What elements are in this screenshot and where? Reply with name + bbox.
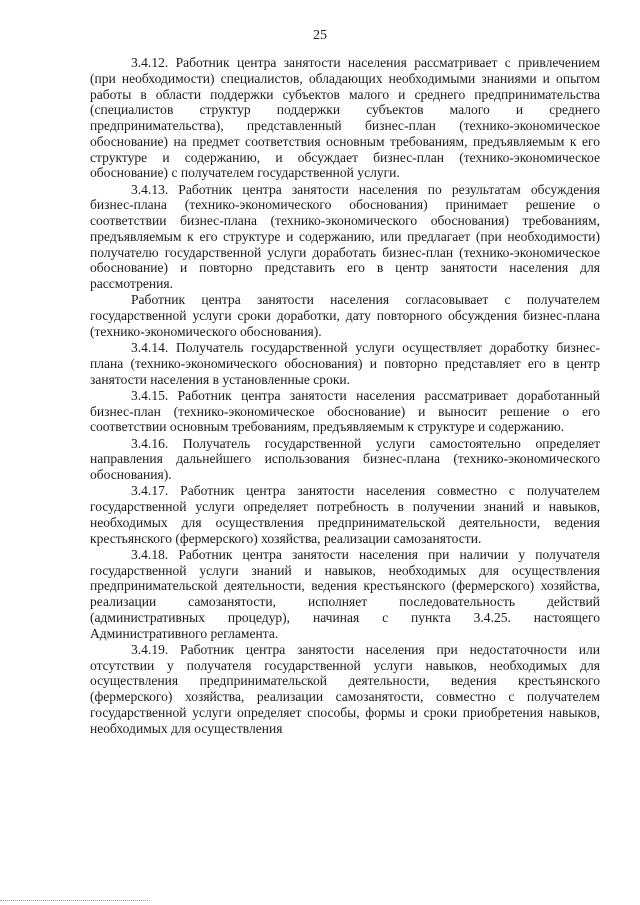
document-body: [90, 55, 600, 737]
paragraph-3-4-12: 3.4.12. Работник центра занятости населения рассматривает с привлечением (при необходимости) специалистов, обладающих необходимыми знаниями и опытом работы в области поддержки субъектов малого и среднего предпринимательства (специалистов структур поддержки субъектов малого и среднего предпринимательства), представленный бизнес-план (технико-экономическое обоснование) на предмет соответствия основным требованиям, предъявляемым к его структуре и содержанию, и обсуждает бизнес-план (технико-экономическое обоснование) с получателем государственной услуги.: [90, 55, 600, 181]
page-number: 25: [313, 28, 327, 43]
paragraph-3-4-14: 3.4.14. Получатель государственной услуги осуществляет доработку бизнес-плана (технико-экономического обоснования) и повторно представляет его в центр занятости населения в установленные сроки.: [90, 340, 600, 387]
paragraph-3-4-17: 3.4.17. Работник центра занятости населения совместно с получателем государственной услуги определяет потребность в получении знаний и навыков, необходимых для осуществления предпринимательской деятельности, ведения крестьянского (фермерского) хозяйства, реализации самозанятости.: [90, 483, 600, 546]
paragraph-3-4-18: 3.4.18. Работник центра занятости населения при наличии у получателя государственной услуги знаний и навыков, необходимых для осуществления предпринимательской деятельности, ведения крестьянского (фермерского) хозяйства, реализации самозанятости, исполняет последовательность действий (административных процедур), начиная с пункта 3.4.25. настоящего Административного регламента.: [90, 546, 600, 641]
scan-edge-divider: [0, 900, 150, 901]
paragraph-deadline-agreement: Работник центра занятости населения согласовывает с получателем государственной услуги сроки доработки, дату повторного обсуждения бизнес-плана (технико-экономического обоснования).: [90, 292, 600, 339]
paragraph-3-4-15: 3.4.15. Работник центра занятости населения рассматривает доработанный бизнес-план (технико-экономическое обоснование) и выносит решение о его соответствии основным требованиям, предъявляемым к структуре и содержанию.: [90, 387, 600, 435]
paragraph-3-4-19: 3.4.19. Работник центра занятости населения при недостаточности или отсутствии у получателя государственной услуги навыков, необходимых для осуществления предпринимательской деятельности, ведения крестьянского (фермерского) хозяйства, реализации самозанятости, совместно с получателем государственной услуги определяет способы, формы и сроки приобретения навыков, необходимых для осуществления: [90, 641, 600, 736]
paragraph-3-4-13: 3.4.13. Работник центра занятости населения по результатам обсуждения бизнес-плана (технико-экономического обоснования) принимает решение о соответствии бизнес-плана (технико-экономического обоснования) требованиям, предъявляемым к его структуре и содержанию, или предлагает (при необходимости) получателю государственной услуги доработать бизнес-план (технико-экономическое обоснование) и повторно представить его в центр занятости населения для рассмотрения.: [90, 181, 600, 291]
paragraph-3-4-16: 3.4.16. Получатель государственной услуги самостоятельно определяет направления дальнейшего использования бизнес-плана (технико-экономического обоснования).: [90, 435, 600, 482]
